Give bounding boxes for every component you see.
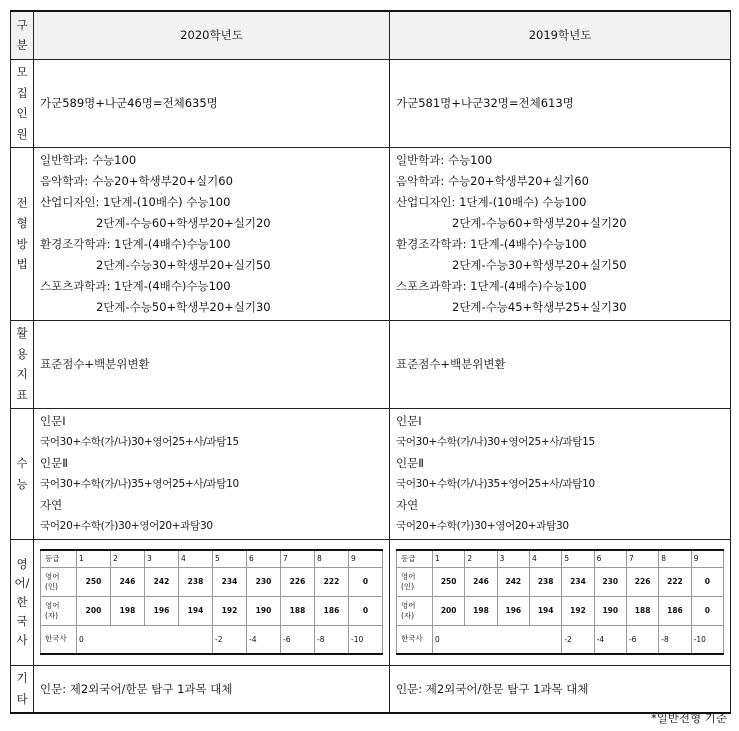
admission-comparison-table — [10, 10, 731, 714]
method-2019-line: 음악학과: 수능20+학생부20+실기60 — [396, 173, 589, 188]
row-index — [11, 320, 731, 408]
grade-header-cell: 8 — [315, 550, 349, 567]
grade-header-cell: 4 — [179, 550, 213, 567]
grade-value: 190 — [594, 596, 626, 625]
suneung-2019-line: 인문Ⅱ — [396, 455, 424, 470]
label-method: 전형방법 — [11, 147, 34, 320]
grade-value: 198 — [465, 596, 497, 625]
grade-value: 192 — [213, 596, 247, 625]
method-2019-line: 환경조각학과: 1단계-(4배수)수능100 — [396, 236, 587, 251]
grade-value: 192 — [562, 596, 594, 625]
grade-row-label: 영어 (자) — [397, 596, 433, 625]
grade-value: -2 — [562, 625, 594, 654]
grade-value: 198 — [111, 596, 145, 625]
row-suneung — [11, 408, 731, 539]
grade-value: 250 — [77, 567, 111, 596]
grade-table-2020 — [40, 549, 383, 655]
recruit-2019: 가군581명+나군32명=전체613명 — [390, 59, 731, 147]
method-2020-line: 스포츠과학과: 1단계-(4배수)수능100 — [40, 278, 231, 293]
suneung-2020-line: 인문Ⅱ — [40, 455, 68, 470]
grade-value: 196 — [497, 596, 529, 625]
etc-2019: 인문: 제2외국어/한문 탐구 1과목 대체 — [390, 665, 731, 713]
grade-value: 186 — [315, 596, 349, 625]
suneung-2020-line: 국어30+수학(가/나)30+영어25+사/과탐15 — [40, 435, 239, 448]
grade-value: 222 — [315, 567, 349, 596]
method-2020-line: 환경조각학과: 1단계-(4배수)수능100 — [40, 236, 231, 251]
grade-header-cell: 등급 — [41, 550, 77, 567]
header-2020: 2020학년도 — [34, 11, 390, 59]
grade-value: 196 — [145, 596, 179, 625]
method-2020-line: 산업디자인: 1단계-(10배수) 수능100 — [40, 194, 231, 209]
grade-value: -10 — [349, 625, 383, 654]
suneung-2019 — [390, 408, 731, 539]
grade-value: 0 — [349, 567, 383, 596]
grade-value: 226 — [281, 567, 315, 596]
grade-value: -6 — [626, 625, 658, 654]
suneung-2020-line: 자연 — [40, 497, 63, 512]
grade-value: -10 — [691, 625, 723, 654]
header-row — [11, 11, 731, 59]
grade-value: 188 — [626, 596, 658, 625]
grade-value: 194 — [529, 596, 561, 625]
suneung-2019-line: 자연 — [396, 497, 419, 512]
suneung-2020-line: 국어20+수학(가)30+영어20+과탐30 — [40, 519, 213, 532]
grade-row-label: 영어 (인) — [397, 567, 433, 596]
label-etc: 기타 — [11, 665, 34, 713]
grade-header-cell: 2 — [465, 550, 497, 567]
grade-value: 0 — [77, 625, 213, 654]
method-2020-line: 음악학과: 수능20+학생부20+실기60 — [40, 173, 233, 188]
grade-header-cell: 9 — [349, 550, 383, 567]
suneung-2020-line: 인문Ⅰ — [40, 413, 66, 428]
grade-header-cell: 6 — [594, 550, 626, 567]
etc-2020: 인문: 제2외국어/한문 탐구 1과목 대체 — [34, 665, 390, 713]
grades-2020 — [34, 539, 390, 665]
grade-value: 0 — [691, 596, 723, 625]
method-2020-line: 일반학과: 수능100 — [40, 152, 137, 167]
grade-value: 0 — [349, 596, 383, 625]
grade-header-cell: 3 — [497, 550, 529, 567]
suneung-2020-line: 국어30+수학(가/나)35+영어25+사/과탐10 — [40, 477, 239, 490]
grade-header-cell: 8 — [659, 550, 691, 567]
grade-value: 188 — [281, 596, 315, 625]
method-2019-line: 일반학과: 수능100 — [396, 152, 493, 167]
method-2019 — [390, 147, 731, 320]
grade-value: 0 — [433, 625, 562, 654]
recruit-2020: 가군589명+나군46명=전체635명 — [34, 59, 390, 147]
grade-value: -8 — [315, 625, 349, 654]
label-grades: 영어/한국사 — [11, 539, 34, 665]
grade-row-label: 한국사 — [41, 625, 77, 654]
grade-header-cell: 1 — [77, 550, 111, 567]
grade-value: 222 — [659, 567, 691, 596]
grade-value: 0 — [691, 567, 723, 596]
grade-value: 230 — [594, 567, 626, 596]
method-2019-line: 2단계-수능30+학생부20+실기50 — [452, 257, 627, 272]
suneung-2019-line: 국어30+수학(가/나)30+영어25+사/과탐15 — [396, 435, 595, 448]
grade-value: -8 — [659, 625, 691, 654]
grade-value: 200 — [433, 596, 465, 625]
grade-value: -4 — [594, 625, 626, 654]
grade-table-2019 — [396, 549, 724, 655]
index-2020: 표준점수+백분위변환 — [34, 320, 390, 408]
grade-value: 186 — [659, 596, 691, 625]
grade-value: -4 — [247, 625, 281, 654]
grade-value: 238 — [179, 567, 213, 596]
header-category: 구분 — [11, 11, 34, 59]
method-2019-line: 산업디자인: 1단계-(10배수) 수능100 — [396, 194, 587, 209]
method-2020-line: 2단계-수능30+학생부20+실기50 — [96, 257, 271, 272]
grade-value: -2 — [213, 625, 247, 654]
grade-header-cell: 5 — [213, 550, 247, 567]
row-etc — [11, 665, 731, 713]
grade-row-label: 한국사 — [397, 625, 433, 654]
footer-note: *일반전형 기준 — [650, 711, 727, 725]
method-2019-line: 2단계-수능60+학생부20+실기20 — [452, 215, 627, 230]
grade-value: 230 — [247, 567, 281, 596]
method-2020 — [34, 147, 390, 320]
suneung-2019-line: 국어20+수학(가)30+영어20+과탐30 — [396, 519, 569, 532]
grade-value: 246 — [465, 567, 497, 596]
grade-value: 246 — [111, 567, 145, 596]
grade-row-label: 영어 (자) — [41, 596, 77, 625]
grade-row-label: 영어 (인) — [41, 567, 77, 596]
grade-header-cell: 4 — [529, 550, 561, 567]
method-2019-line: 2단계-수능45+학생부25+실기30 — [452, 299, 627, 314]
label-index: 활용지표 — [11, 320, 34, 408]
suneung-2020 — [34, 408, 390, 539]
header-2019: 2019학년도 — [390, 11, 731, 59]
grade-value: 242 — [497, 567, 529, 596]
index-2019: 표준점수+백분위변환 — [390, 320, 731, 408]
grades-2019 — [390, 539, 731, 665]
grade-value: 234 — [562, 567, 594, 596]
method-2020-line: 2단계-수능50+학생부20+실기30 — [96, 299, 271, 314]
grade-header-cell: 등급 — [397, 550, 433, 567]
method-2019-line: 스포츠과학과: 1단계-(4배수)수능100 — [396, 278, 587, 293]
label-recruit: 모집인원 — [11, 59, 34, 147]
suneung-2019-line: 인문Ⅰ — [396, 413, 422, 428]
grade-header-cell: 3 — [145, 550, 179, 567]
grade-value: 242 — [145, 567, 179, 596]
suneung-2019-line: 국어30+수학(가/나)35+영어25+사/과탐10 — [396, 477, 595, 490]
label-suneung: 수능 — [11, 408, 34, 539]
grade-value: 200 — [77, 596, 111, 625]
grade-header-cell: 5 — [562, 550, 594, 567]
grade-header-cell: 1 — [433, 550, 465, 567]
grade-value: 238 — [529, 567, 561, 596]
grade-header-cell: 6 — [247, 550, 281, 567]
grade-header-cell: 7 — [281, 550, 315, 567]
row-recruit — [11, 59, 731, 147]
grade-value: 194 — [179, 596, 213, 625]
grade-header-cell: 7 — [626, 550, 658, 567]
grade-header-cell: 9 — [691, 550, 723, 567]
grade-value: 234 — [213, 567, 247, 596]
method-2020-line: 2단계-수능60+학생부20+실기20 — [96, 215, 271, 230]
grade-value: 226 — [626, 567, 658, 596]
row-grades — [11, 539, 731, 665]
grade-value: -6 — [281, 625, 315, 654]
row-method — [11, 147, 731, 320]
grade-value: 250 — [433, 567, 465, 596]
grade-value: 190 — [247, 596, 281, 625]
grade-header-cell: 2 — [111, 550, 145, 567]
